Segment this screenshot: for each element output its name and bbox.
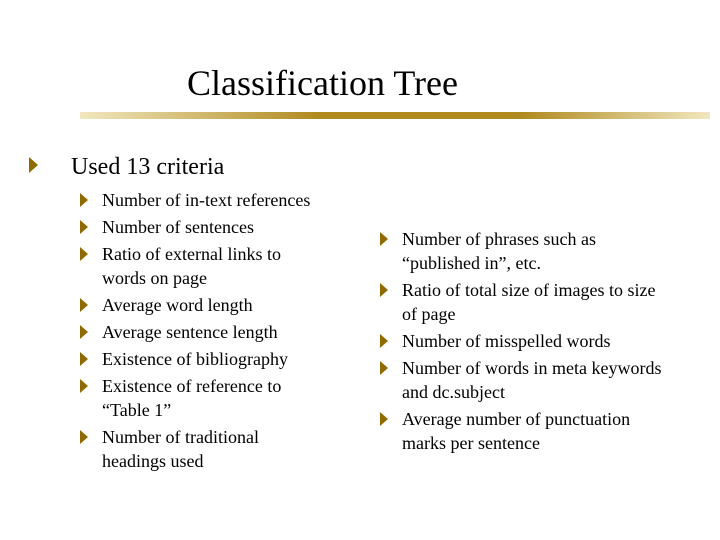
criteria-bullet-icon [80,247,88,261]
slide-title: Classification Tree [187,63,458,103]
criteria-item-text: Ratio of external links to [102,244,281,264]
criteria-item-text: “published in”, etc. [402,253,541,273]
criteria-bullet-icon [80,352,88,366]
criteria-item-text: Number of traditional [102,427,259,447]
title-underline [80,112,710,119]
criteria-item-text: Number of phrases such as [402,229,596,249]
criteria-bullet-icon [80,430,88,444]
criteria-item-text: Average sentence length [102,322,278,342]
criteria-bullet-icon [80,325,88,339]
criteria-bullet-icon [80,193,88,207]
criteria-item-text: of page [402,304,456,324]
criteria-item-text: Existence of reference to [102,376,282,396]
criteria-bullet-icon [380,232,388,246]
criteria-item-text: Number of sentences [102,217,254,237]
main-bullet-icon [29,157,38,173]
criteria-item-text: Number of in-text references [102,190,311,210]
criteria-item-text: Average number of punctuation [402,409,631,429]
criteria-item-text: marks per sentence [402,433,540,453]
criteria-bullet-icon [80,379,88,393]
criteria-item-text: Number of misspelled words [402,331,611,351]
criteria-item-text: “Table 1” [102,400,172,420]
main-bullet-text: Used 13 criteria [71,154,225,180]
criteria-bullet-icon [380,283,388,297]
criteria-bullet-icon [380,334,388,348]
criteria-bullet-icon [80,298,88,312]
criteria-item-text: words on page [102,268,207,288]
criteria-item-text: Ratio of total size of images to size [402,280,656,300]
criteria-bullet-icon [380,412,388,426]
criteria-item-text: headings used [102,451,204,471]
criteria-item-text: Number of words in meta keywords [402,358,662,378]
criteria-item-text: Existence of bibliography [102,349,288,369]
criteria-item-text: Average word length [102,295,253,315]
criteria-item-text: and dc.subject [402,382,505,402]
criteria-bullet-icon [380,361,388,375]
criteria-bullet-icon [80,220,88,234]
